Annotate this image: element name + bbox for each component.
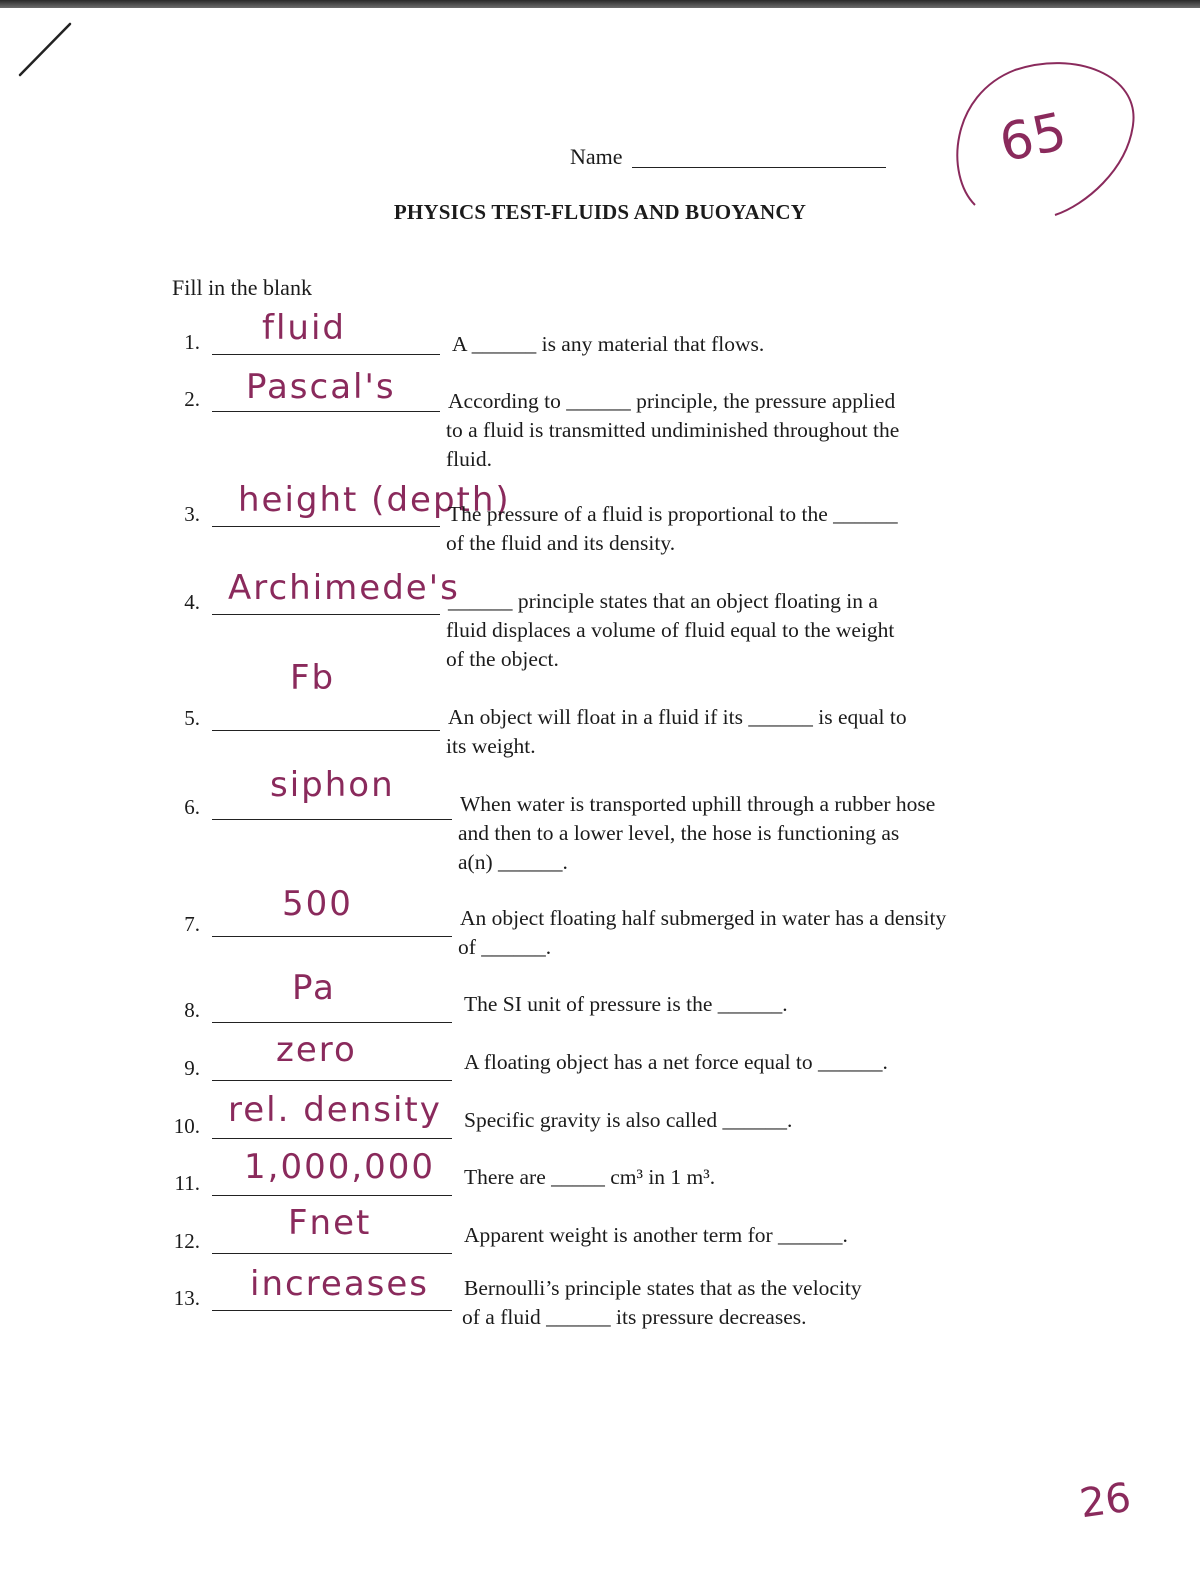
question-text-line: When water is transported uphill through a rubber hose: [460, 792, 936, 816]
question-text-line: Bernoulli’s principle states that as the velocity: [464, 1276, 862, 1300]
question-text-line: of ______.: [458, 935, 552, 959]
question-number: 13.: [173, 1286, 200, 1310]
handwritten-answer: rel. density: [228, 1090, 442, 1130]
handwritten-answer: Pa: [292, 968, 336, 1008]
question-number: 4.: [184, 590, 200, 614]
question-text-line: The pressure of a fluid is proportional to the ______: [448, 502, 898, 526]
question-text-line: and then to a lower level, the hose is functioning as: [458, 821, 900, 845]
question-text-line: There are _____ cm³ in 1 m³.: [464, 1165, 716, 1189]
question-number: 11.: [174, 1171, 200, 1195]
handwritten-answer: Fnet: [288, 1203, 372, 1243]
answer-blank-line[interactable]: [212, 526, 440, 527]
answer-blank-line[interactable]: [212, 1022, 452, 1023]
question-text-line: of the object.: [446, 647, 559, 671]
question-text-line: fluid.: [446, 447, 492, 471]
handwritten-answer: height (depth): [238, 480, 511, 520]
question-text-line: ______ principle states that an object floating in a: [448, 589, 878, 613]
handwritten-answer: 500: [282, 884, 353, 924]
answer-blank-line[interactable]: [212, 1195, 452, 1196]
answer-blank-line[interactable]: [212, 411, 440, 412]
handwritten-answer: Fb: [290, 658, 336, 698]
page-title: PHYSICS TEST-FLUIDS AND BUOYANCY: [393, 200, 807, 224]
question-text-line: a(n) ______.: [458, 850, 568, 874]
answer-blank-line[interactable]: [212, 730, 440, 731]
question-number: 10.: [173, 1114, 200, 1138]
question-text-line: An object will float in a fluid if its ______ is equal to: [448, 705, 907, 729]
handwritten-answer: increases: [250, 1264, 430, 1304]
answer-blank-line[interactable]: [212, 936, 452, 937]
question-text-line: A ______ is any material that flows.: [452, 332, 765, 356]
handwritten-answer: zero: [276, 1030, 357, 1070]
question-number: 12.: [173, 1229, 200, 1253]
question-number: 3.: [184, 502, 200, 526]
section-heading: Fill in the blank: [172, 275, 312, 300]
question-text-line: to a fluid is transmitted undiminished throughout the: [446, 418, 900, 442]
question-text-line: its weight.: [446, 734, 536, 758]
question-number: 1.: [184, 330, 200, 354]
answer-blank-line[interactable]: [212, 614, 440, 615]
pencil-slash-mark: [18, 20, 78, 80]
handwritten-answer: siphon: [270, 765, 395, 805]
question-text-line: A floating object has a net force equal to ______.: [464, 1050, 888, 1074]
question-text-line: According to ______ principle, the pressure applied: [448, 389, 896, 413]
answer-blank-line[interactable]: [212, 1080, 452, 1081]
question-number: 6.: [184, 795, 200, 819]
question-text-line: The SI unit of pressure is the ______.: [464, 992, 788, 1016]
handwritten-answer: Pascal's: [246, 367, 396, 407]
handwritten-page-number: 26: [1077, 1474, 1134, 1528]
handwritten-answer: fluid: [262, 308, 346, 348]
name-field-line[interactable]: [632, 167, 886, 168]
question-text-line: of a fluid ______ its pressure decreases.: [462, 1305, 807, 1329]
handwritten-grade: 65: [994, 101, 1072, 175]
question-text-line: An object floating half submerged in water has a density: [460, 906, 947, 930]
question-text-line: Apparent weight is another term for ______.: [464, 1223, 848, 1247]
question-text-line: of the fluid and its density.: [446, 531, 676, 555]
name-label: Name: [570, 144, 623, 169]
question-number: 7.: [184, 912, 200, 936]
handwritten-answer: 1,000,000: [244, 1147, 436, 1187]
answer-blank-line[interactable]: [212, 1138, 452, 1139]
answer-blank-line[interactable]: [212, 1253, 452, 1254]
answer-blank-line[interactable]: [212, 819, 452, 820]
question-number: 2.: [184, 387, 200, 411]
question-text-line: fluid displaces a volume of fluid equal to the weight: [446, 618, 895, 642]
handwritten-answer: Archimede's: [228, 568, 460, 608]
scan-top-edge: [0, 0, 1200, 8]
question-number: 9.: [184, 1056, 200, 1080]
answer-blank-line[interactable]: [212, 1310, 452, 1311]
question-text-line: Specific gravity is also called ______.: [464, 1108, 793, 1132]
question-number: 8.: [184, 998, 200, 1022]
question-number: 5.: [184, 706, 200, 730]
answer-blank-line[interactable]: [212, 354, 440, 355]
